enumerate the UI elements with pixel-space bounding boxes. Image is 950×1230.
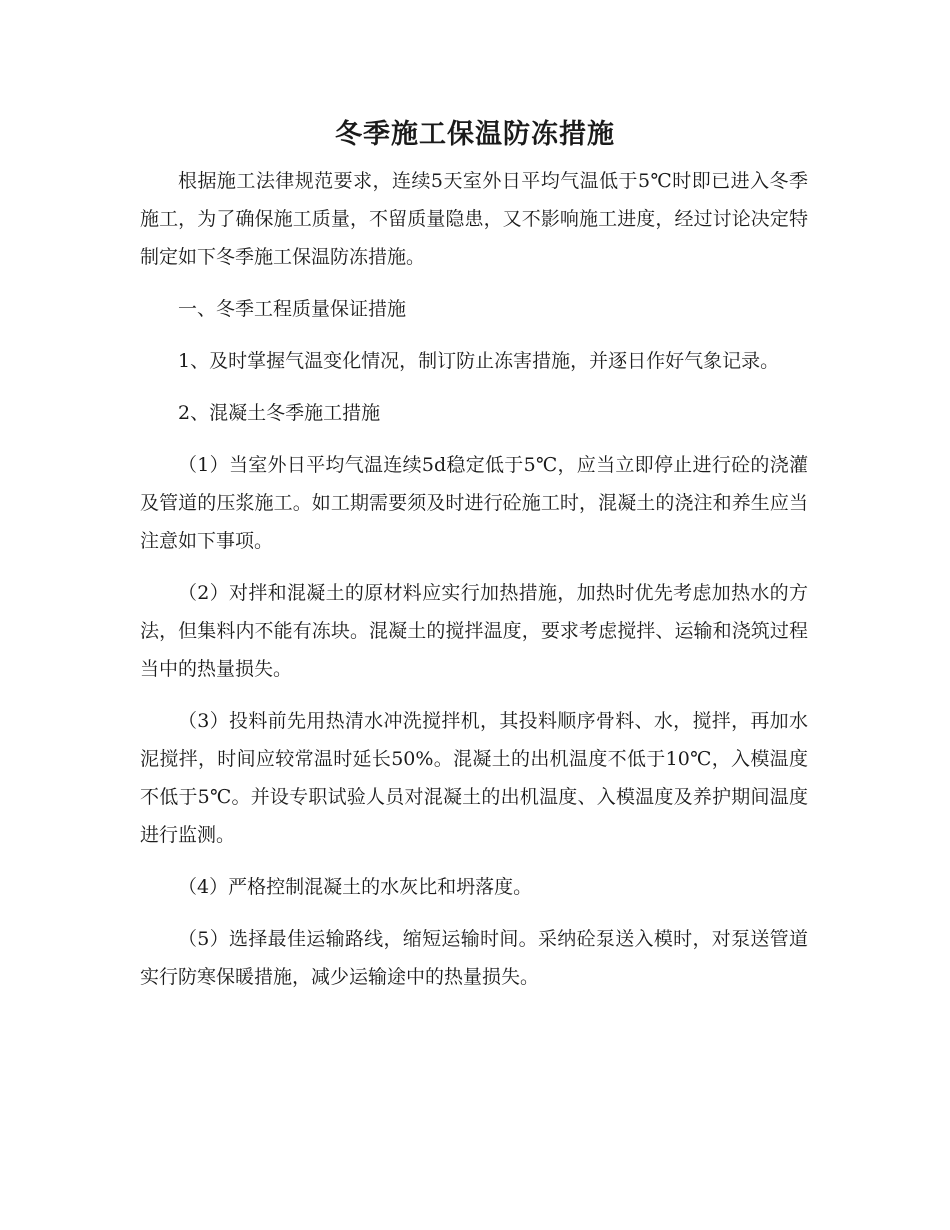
item-paragraph: （5）选择最佳运输路线，缩短运输时间。采纳砼泵送入模时，对泵送管道实行防寒保暖措施，减少运输途中的热量损失。: [140, 928, 808, 988]
intro-paragraph: 根据施工法律规范要求，连续5天室外日平均气温低于5℃时即已进入冬季施工，为了确保施工质量，不留质量隐患，又不影响施工进度，经过讨论决定特制定如下冬季施工保温防冻措施。: [140, 170, 808, 268]
item-paragraph: （2）对拌和混凝土的原材料应实行加热措施，加热时优先考虑加热水的方法，但集料内不能有冻块。混凝土的搅拌温度，要求考虑搅拌、运输和浇筑过程当中的热量损失。: [140, 582, 808, 680]
item-paragraph: （3）投料前先用热清水冲洗搅拌机，其投料顺序骨料、水，搅拌，再加水泥搅拌，时间应较常温时延长50%。混凝土的出机温度不低于10℃，入模温度不低于5℃。并设专职试验人员对混凝土的出机温度、入模温度及养护期间温度进行监测。: [140, 710, 808, 846]
item-paragraph: （4）严格控制混凝土的水灰比和坍落度。: [178, 876, 533, 898]
document-title: 冬季施工保温防冻措施: [335, 119, 615, 150]
item-paragraph: （1）当室外日平均气温连续5d稳定低于5℃，应当立即停止进行砼的浇灌及管道的压浆施工。如工期需要须及时进行砼施工时，混凝土的浇注和养生应当注意如下事项。: [140, 454, 808, 552]
item-paragraph: 1、及时掌握气温变化情况，制订防止冻害措施，并逐日作好气象记录。: [178, 350, 780, 372]
subsection-heading: 2、混凝土冬季施工措施: [178, 402, 381, 424]
document-body: [140, 162, 808, 1010]
section-heading: 一、冬季工程质量保证措施: [178, 298, 407, 320]
